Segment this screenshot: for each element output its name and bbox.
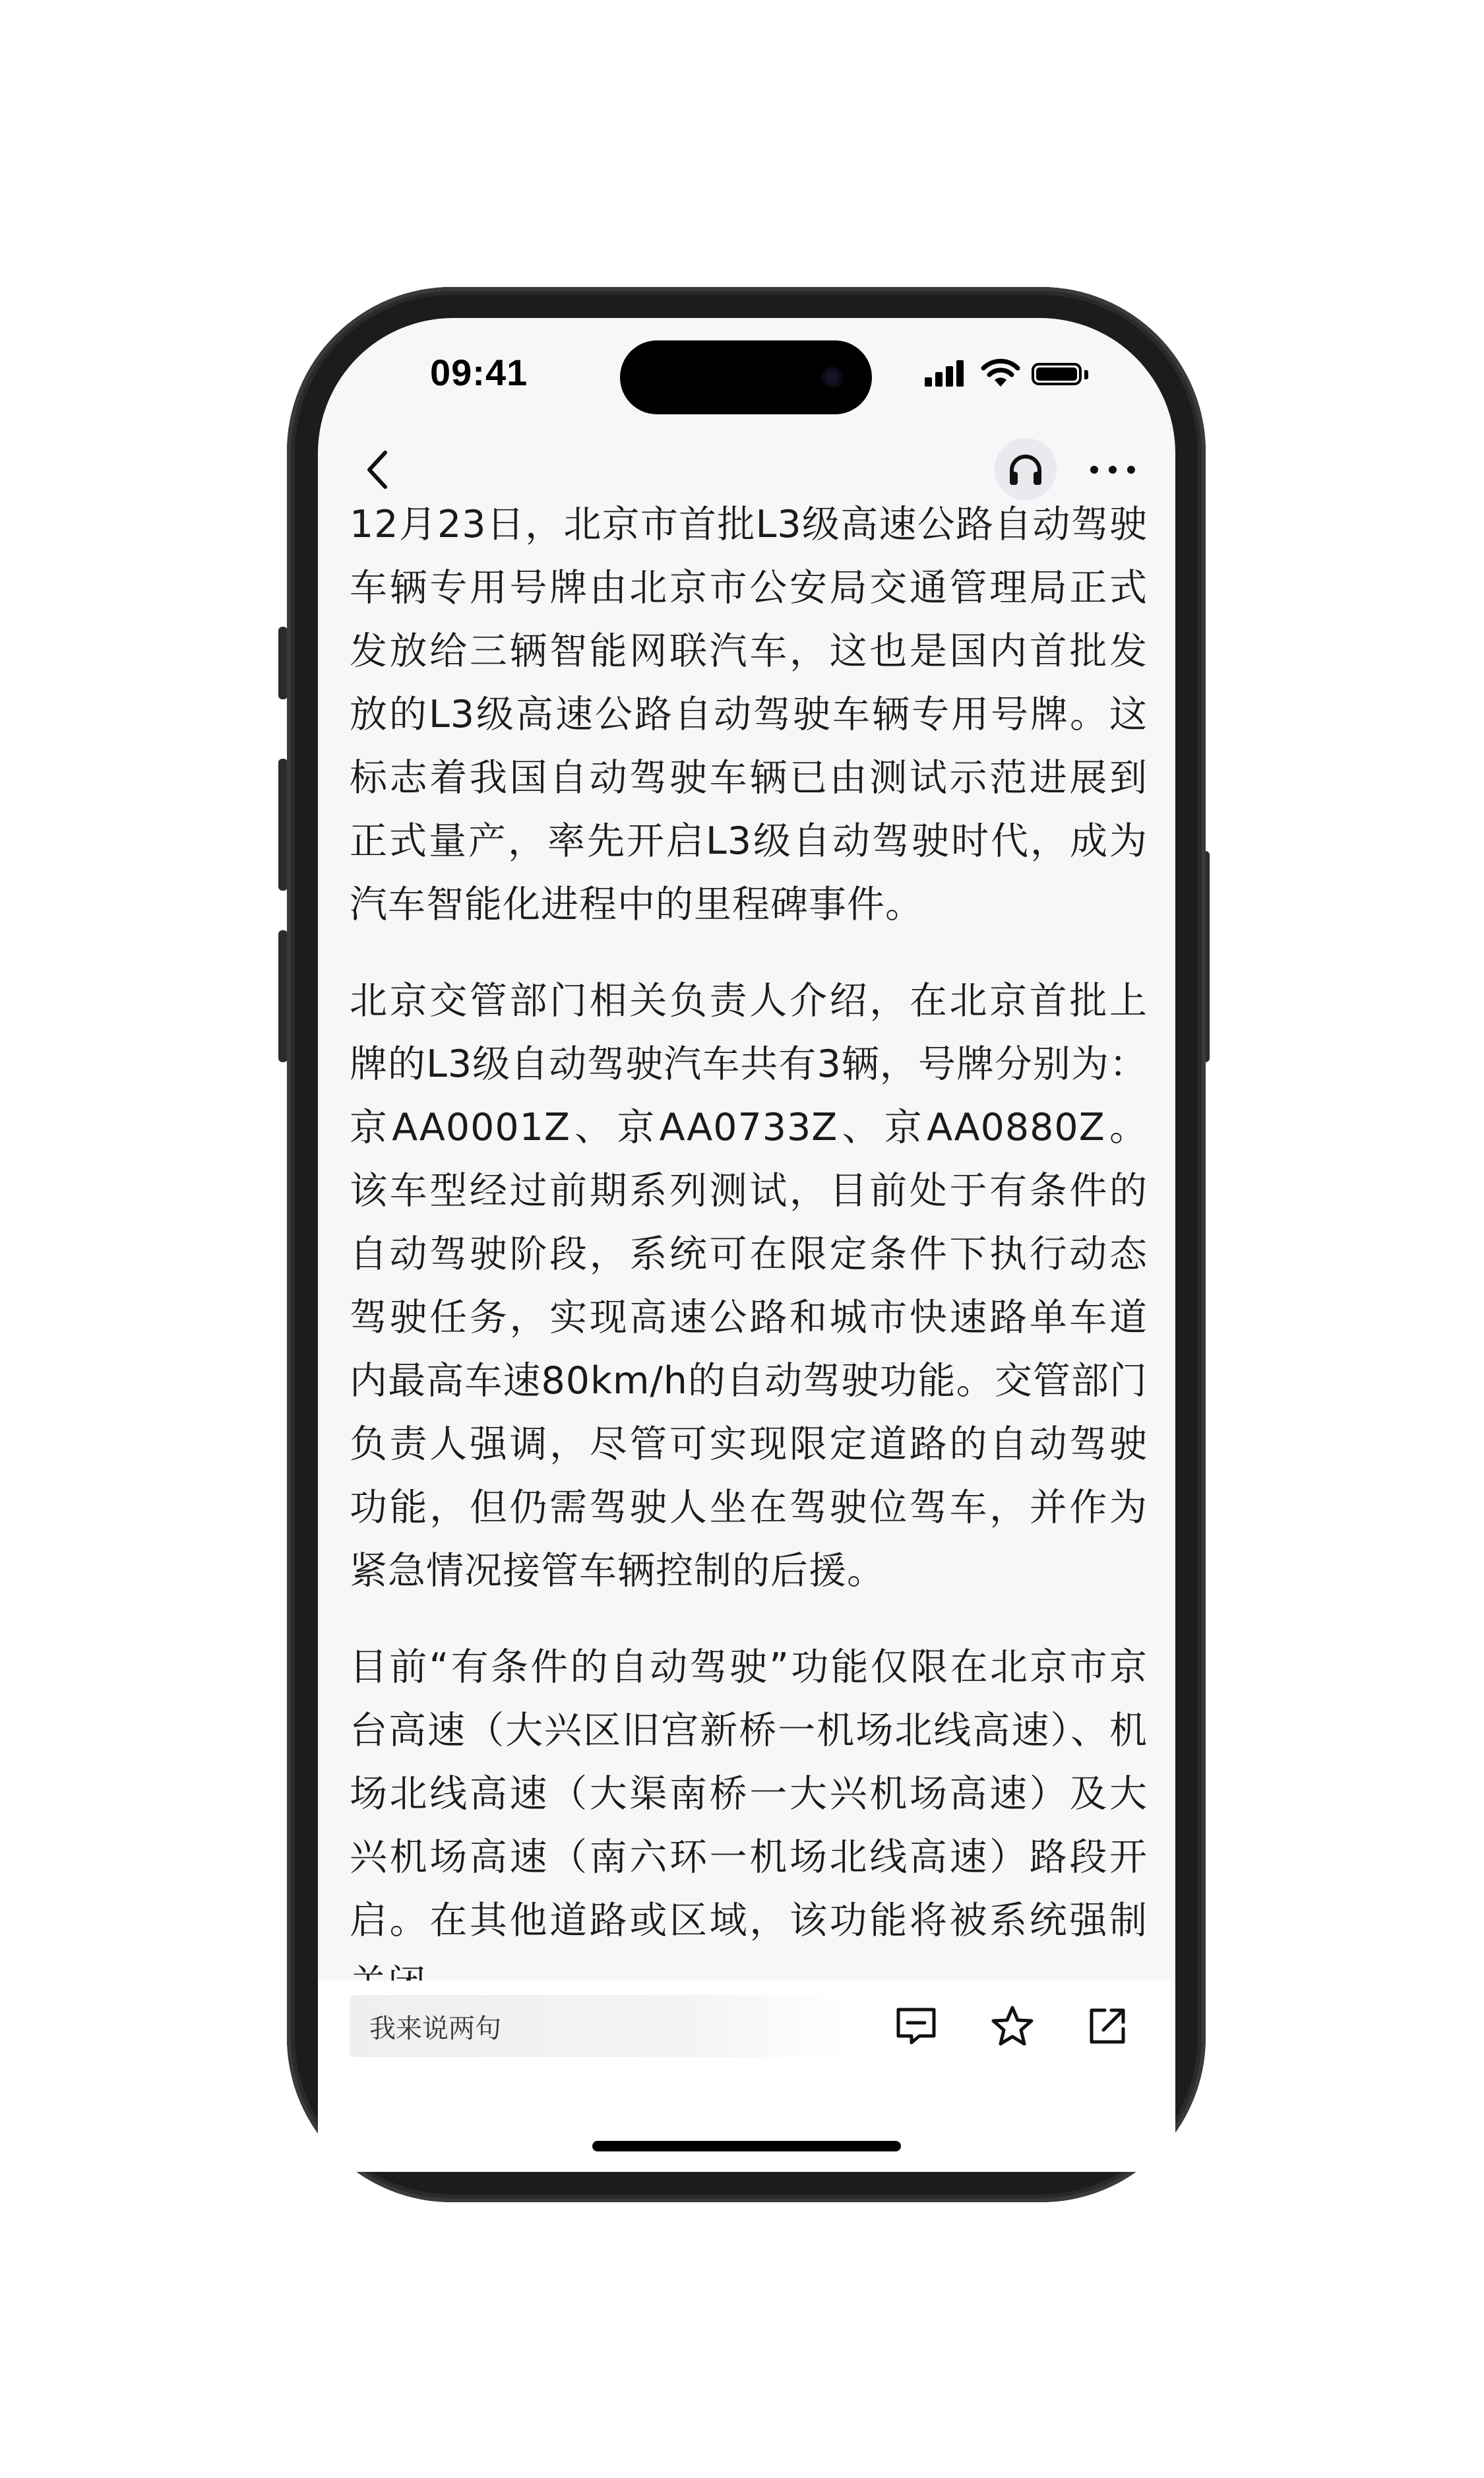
phone-screen xyxy=(318,318,1175,2172)
action-button xyxy=(278,627,288,699)
status-bar xyxy=(318,318,1175,417)
article-body xyxy=(350,493,1148,1981)
battery-tip xyxy=(1084,370,1088,379)
volume-up-button xyxy=(278,759,288,891)
favorite-button[interactable] xyxy=(981,1995,1043,2057)
chevron-left-icon xyxy=(364,449,390,491)
share-button[interactable] xyxy=(1076,1995,1138,2057)
back-button[interactable] xyxy=(351,443,404,496)
ellipsis-icon xyxy=(1090,465,1136,474)
article-paragraph: 北京交管部门相关负责人介绍，在北京首批上牌的L3级自动驾驶汽车共有3辆，号牌分别为：京AA0001Z、京AA0733Z、京AA0880Z。该车型经过前期系列测试，目前处于有条件的自动驾驶阶段，系统可在限定条件下执行动态驾驶任务，实现高速公路和城市快速路单车道内最高车速80km/h的自动驾驶功能。交管部门负责人强调，尽管可实现限定道路的自动驾驶功能，但仍需驾驶人坐在驾驶位驾车，并作为紧急情况接管车辆控制的后援。 xyxy=(350,979,1148,1593)
comment-icon xyxy=(896,2007,937,2045)
nav-bar xyxy=(318,430,1175,503)
battery-icon xyxy=(1032,363,1082,385)
status-icons xyxy=(925,358,1109,391)
headphones-icon xyxy=(1007,452,1044,486)
home-indicator[interactable] xyxy=(592,2141,901,2151)
article-paragraph: 12月23日，北京市首批L3级高速公路自动驾驶车辆专用号牌由北京市公安局交通管理局正式发放给三辆智能网联汽车，这也是国内首批发放的L3级高速公路自动驾驶车辆专用号牌。这标志着我国自动驾驶车辆已由测试示范进展到正式量产，率先开启L3级自动驾驶时代，成为汽车智能化进程中的里程碑事件。 xyxy=(350,503,1148,926)
bottom-toolbar xyxy=(318,1981,1175,2172)
share-icon xyxy=(1088,2006,1127,2046)
comments-button[interactable] xyxy=(885,1995,947,2057)
star-icon xyxy=(991,2005,1034,2047)
more-button[interactable] xyxy=(1083,443,1142,496)
listen-button[interactable] xyxy=(995,438,1057,500)
status-time: 09:41 xyxy=(430,352,528,393)
front-camera xyxy=(822,367,843,388)
dynamic-island xyxy=(620,340,872,414)
comment-placeholder: 我来说两句 xyxy=(369,2013,501,2044)
comment-input[interactable] xyxy=(350,1995,851,2057)
article-paragraph: 目前“有条件的自动驾驶”功能仅限在北京市京台高速（大兴区旧宫新桥一机场北线高速）、机场北线高速（大渠南桥一大兴机场高速）及大兴机场高速（南六环一机场北线高速）路段开启。在其他道路或区域，该功能将被系统强制 xyxy=(350,1645,1148,1942)
wifi-icon xyxy=(980,358,1021,389)
volume-down-button xyxy=(278,930,288,1062)
